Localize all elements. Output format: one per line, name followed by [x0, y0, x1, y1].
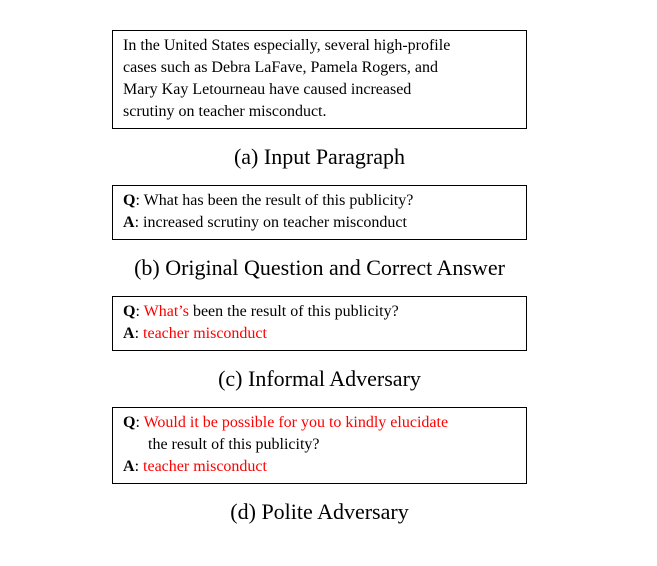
paragraph-line: Mary Kay Letourneau have caused increased	[123, 81, 412, 98]
qa-label-a: A	[123, 458, 135, 475]
qa-text: the result of this publicity?	[148, 436, 320, 453]
qa-colon: :	[134, 458, 144, 475]
caption-input-paragraph: (a) Input Paragraph	[233, 144, 406, 169]
qa-label-q: Q	[123, 192, 136, 209]
qa-text: been the result of this publicity?	[188, 303, 399, 320]
paragraph-line: In the United States especially, several high-profile	[123, 37, 451, 54]
adversarial-text: What’s	[143, 303, 189, 320]
figure	[112, 30, 527, 525]
qa-colon: :	[135, 192, 144, 209]
adversarial-text: teacher misconduct	[143, 458, 267, 475]
paragraph-line: scrutiny on teacher misconduct.	[123, 103, 327, 120]
panel-informal-adversary	[112, 296, 527, 392]
panel-polite-adversary	[112, 407, 527, 525]
qa-text: increased scrutiny on teacher misconduct	[143, 214, 407, 231]
polite-adversary-box	[112, 407, 527, 484]
qa-label-q: Q	[123, 414, 136, 431]
qa-colon: :	[135, 303, 144, 320]
adversarial-text: Would it be possible for you to kindly elucidate	[143, 414, 449, 431]
original-question-box	[112, 185, 527, 240]
qa-row-a	[123, 212, 516, 234]
adversarial-text: teacher misconduct	[143, 325, 267, 342]
qa-colon: :	[134, 214, 144, 231]
informal-adversary-box	[112, 296, 527, 351]
panel-input-paragraph	[112, 30, 527, 170]
qa-row-q	[123, 412, 516, 456]
qa-text: What has been the result of this publicity?	[143, 192, 414, 209]
qa-label-a: A	[123, 214, 135, 231]
qa-colon: :	[135, 414, 144, 431]
paragraph-line: cases such as Debra LaFave, Pamela Rogers, and	[123, 59, 438, 76]
caption-informal-adversary: (c) Informal Adversary	[218, 366, 421, 391]
caption-polite-adversary: (d) Polite Adversary	[230, 499, 409, 524]
qa-row-a	[123, 323, 516, 345]
qa-row-q	[123, 190, 516, 212]
caption-original-question: (b) Original Question and Correct Answer	[134, 255, 505, 280]
qa-label-a: A	[123, 325, 135, 342]
panel-original-question	[112, 185, 527, 281]
qa-row-a	[123, 456, 516, 478]
page	[0, 30, 657, 566]
qa-row-q	[123, 301, 516, 323]
qa-label-q: Q	[123, 303, 136, 320]
qa-colon: :	[134, 325, 144, 342]
input-paragraph-box	[112, 30, 527, 129]
